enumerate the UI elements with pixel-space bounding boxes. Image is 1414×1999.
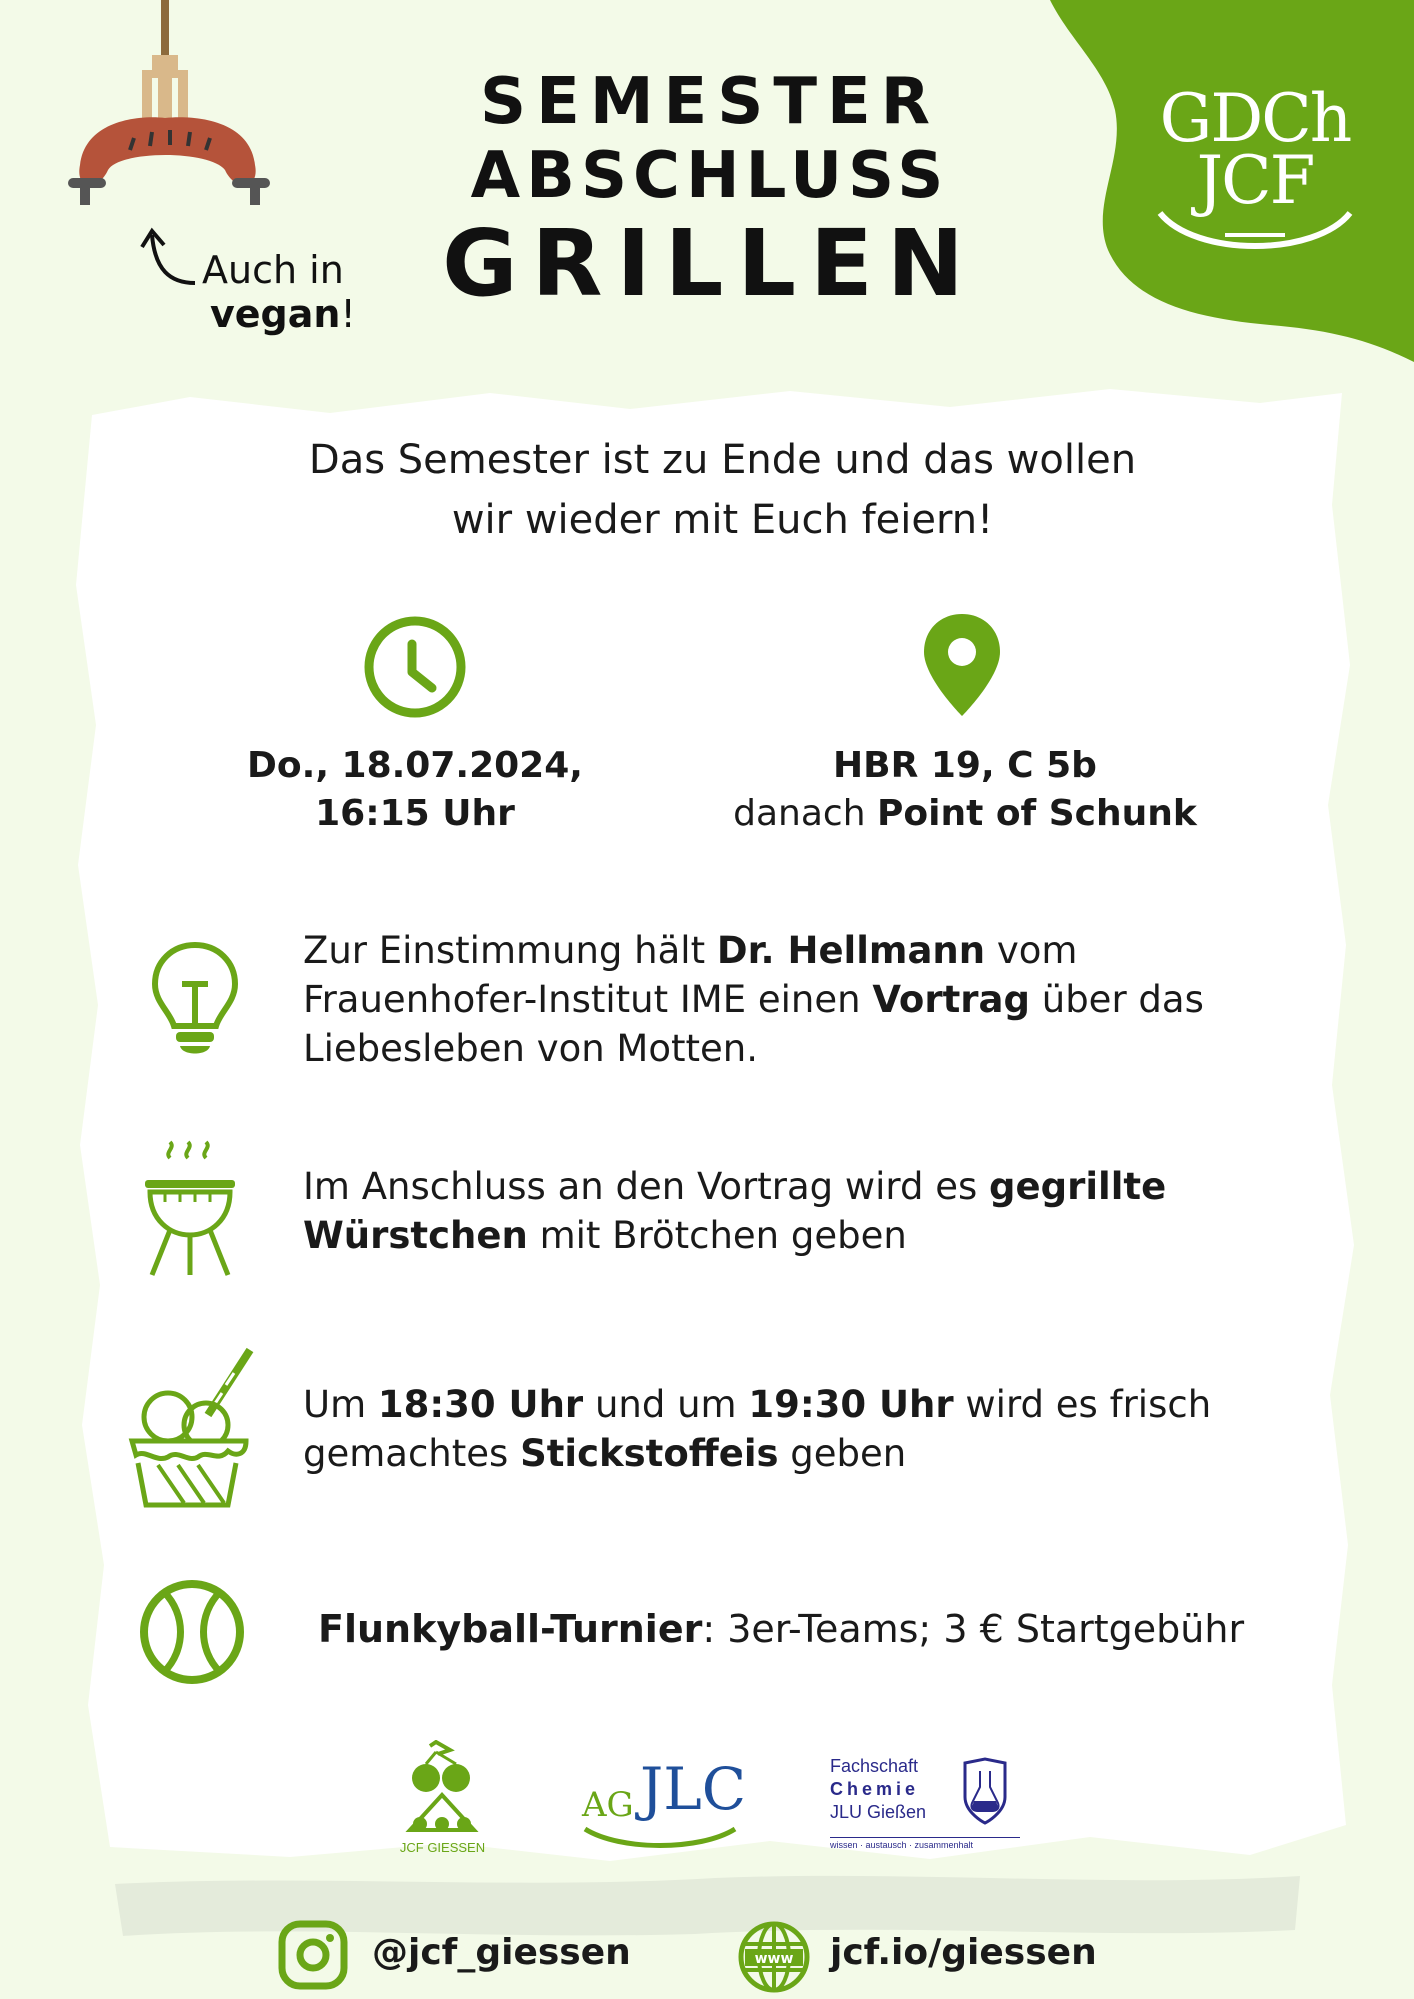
grill-p2: mit Brötchen geben: [527, 1214, 907, 1257]
flunky-bold: Flunkyball-Turnier: [318, 1607, 703, 1651]
talk-vortrag: Vortrag: [872, 978, 1030, 1021]
sponsor-agjlc: [580, 1755, 747, 1850]
gdch-jcf-logo: [1150, 80, 1360, 219]
talk-p5: Liebesleben von Motten.: [303, 1027, 758, 1070]
agjlc-arc-icon: [580, 1825, 740, 1850]
talk-p2: vom: [985, 929, 1078, 972]
svg-text:www: www: [754, 1951, 794, 1967]
grill-b2: Würstchen: [303, 1214, 528, 1257]
paper-sheet: [70, 385, 1370, 1900]
vegan-suffix: !: [340, 292, 356, 336]
talk-p4: über das: [1029, 978, 1204, 1021]
globe-www-icon[interactable]: [737, 1920, 811, 1994]
fachschaft-l2: Chemie: [830, 1779, 920, 1799]
intro-line2: wir wieder mit Euch feiern!: [451, 497, 994, 543]
grill-p1: Im Anschluss an den Vortrag wird es: [303, 1165, 990, 1208]
location-room: HBR 19, C 5b: [833, 745, 1097, 786]
ice-cream-icon: [128, 1345, 258, 1510]
intro-text: [200, 430, 1245, 550]
flunkyball-text: [318, 1604, 1244, 1654]
talk-p3: Frauenhofer-Institut IME einen: [303, 978, 873, 1021]
agjlc-ag: AG: [582, 1785, 634, 1825]
jcf-text: JCF: [1196, 142, 1314, 219]
instagram-icon[interactable]: [278, 1920, 348, 1990]
grill-text: [303, 1162, 1166, 1260]
sausage-fork-illustration: [60, 0, 280, 210]
tennis-ball-icon: [138, 1578, 246, 1686]
sponsor-fachschaft: [830, 1755, 1020, 1855]
vegan-note: [202, 248, 356, 336]
event-hour: 16:15 Uhr: [315, 793, 515, 834]
fachschaft-l1: Fachschaft: [830, 1756, 919, 1776]
vegan-line1: Auch in: [202, 248, 344, 292]
talk-speaker: Dr. Hellmann: [716, 929, 986, 972]
title-line3: GRILLEN: [442, 210, 978, 317]
page-title: [440, 65, 980, 317]
gdch-logo-arc: [1155, 205, 1355, 255]
sponsor-jcf-giessen: [390, 1740, 495, 1860]
ice-p2: und um: [583, 1383, 749, 1426]
ice-p5: geben: [778, 1432, 907, 1475]
grill-icon: [140, 1140, 240, 1280]
gdch-text: GDCh: [1159, 80, 1351, 157]
ice-p3: wird es frisch: [953, 1383, 1212, 1426]
ice-p1: Um: [303, 1383, 378, 1426]
ice-time2: 19:30 Uhr: [748, 1383, 954, 1426]
jcf-giessen-label: JCF GIESSEN: [399, 1840, 486, 1855]
ice-time1: 18:30 Uhr: [377, 1383, 584, 1426]
lightbulb-icon: [150, 940, 240, 1060]
agjlc-jlc: JLC: [640, 1755, 747, 1823]
event-location: [700, 742, 1230, 838]
location-prefix: danach: [733, 793, 877, 834]
website-link[interactable]: jcf.io/giessen: [830, 1932, 1097, 1973]
ice-p4: gemachtes: [303, 1432, 521, 1475]
grill-b1: gegrillte: [989, 1165, 1167, 1208]
fachschaft-tagline: wissen · austausch · zusammenhalt: [830, 1837, 1020, 1850]
curved-arrow-icon: [140, 225, 200, 290]
event-date: Do., 18.07.2024,: [247, 745, 583, 786]
ice-b3: Stickstoffeis: [520, 1432, 779, 1475]
location-venue: Point of Schunk: [876, 793, 1197, 834]
intro-line1: Das Semester ist zu Ende und das wollen: [308, 437, 1137, 483]
icecream-text: [303, 1380, 1211, 1478]
talk-p1: Zur Einstimmung hält: [303, 929, 717, 972]
cherry-logo-icon: [390, 1740, 495, 1840]
flunky-rest: : 3er-Teams; 3 € Startgebühr: [702, 1607, 1245, 1651]
instagram-handle[interactable]: @jcf_giessen: [372, 1932, 631, 1973]
talk-text: [303, 926, 1204, 1073]
flask-shield-icon: [960, 1757, 1010, 1827]
title-line1: SEMESTER: [480, 65, 940, 139]
fachschaft-l3: JLU Gießen: [830, 1802, 927, 1822]
title-line2: ABSCHLUSS: [470, 139, 950, 213]
event-time: [215, 742, 615, 838]
location-pin-icon: [922, 612, 1002, 718]
clock-icon: [362, 614, 468, 720]
vegan-bold: vegan: [210, 292, 341, 336]
